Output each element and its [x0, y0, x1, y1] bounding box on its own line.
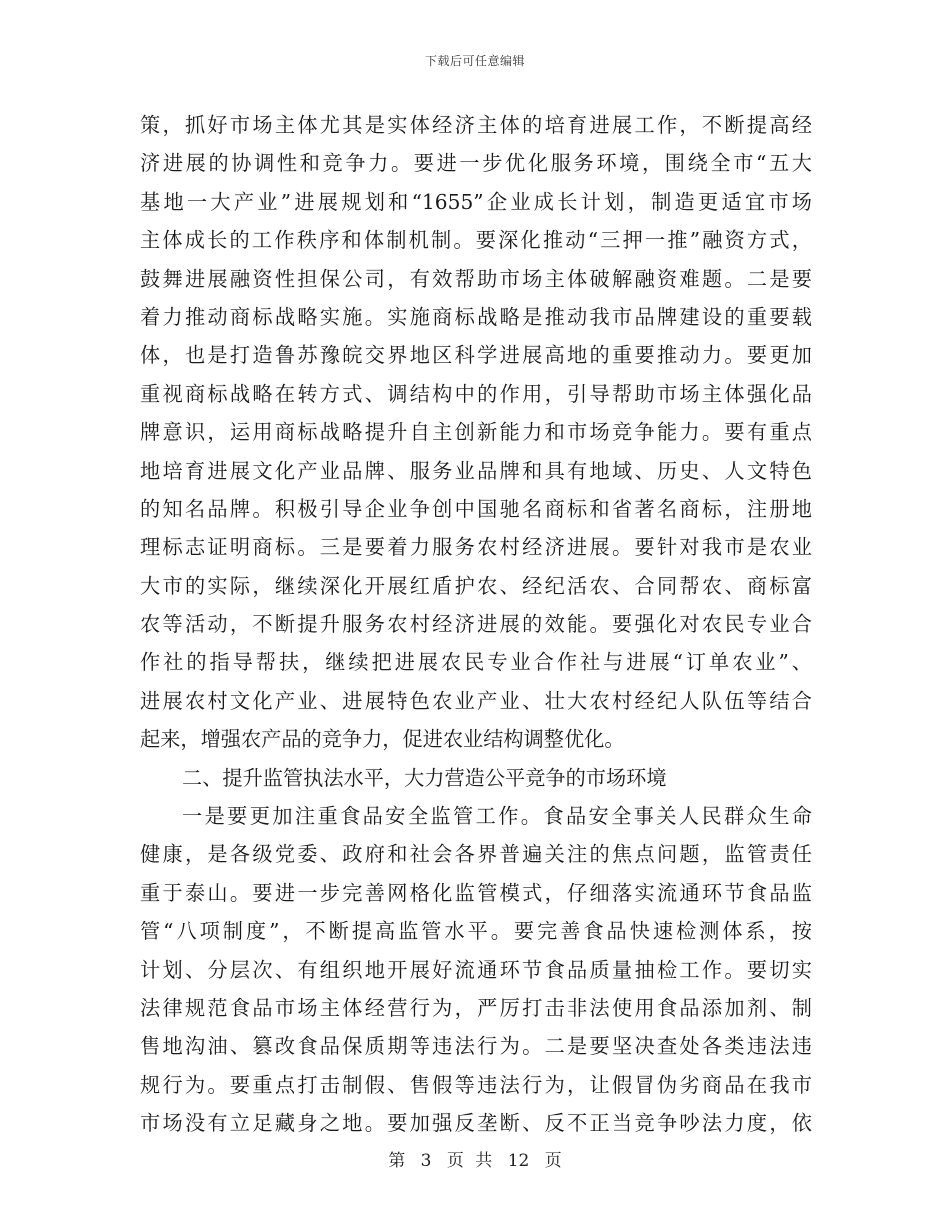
- text-line: 重视商标战略在转方式、调结构中的作用，引导帮助市场主体强化品: [140, 381, 812, 406]
- text-line: 健康，是各级党委、政府和社会各界普遍关注的焦点问题，监管责任: [140, 842, 812, 867]
- text-line: 理标志证明商标。三是要着力服务农村经济进展。要针对我市是农业: [140, 535, 812, 560]
- text-line: 一是要更加注重食品安全监管工作。食品安全事关人民群众生命: [182, 804, 812, 829]
- text-line: 管“八项制度”，不断提高监管水平。要完善食品快速检测体系，按: [140, 919, 812, 944]
- text-line: 济进展的协调性和竞争力。要进一步优化服务环境，围绕全市“五大: [140, 151, 812, 176]
- text-line: 起来，增强农产品的竞争力，促进农业结构调整优化。: [140, 727, 625, 752]
- text-line: 策，抓好市场主体尤其是实体经济主体的培育进展工作，不断提高经: [140, 113, 812, 137]
- footer-total-pages: 12: [507, 1151, 530, 1171]
- text-line: 基地一大产业”进展规划和“1655”企业成长计划，制造更适宜市场: [140, 189, 812, 214]
- text-line: 农等活动，不断提升服务农村经济进展的效能。要强化对农民专业合: [140, 612, 812, 637]
- text-line: 规行为。要重点打击制假、售假等违法行为，让假冒伪劣商品在我市: [140, 1072, 812, 1097]
- text-line: 地培育进展文化产业品牌、服务业品牌和具有地域、历史、人文特色: [140, 458, 812, 483]
- text-line: 二、提升监管执法水平，大力营造公平竞争的市场环境: [182, 765, 667, 790]
- text-line: 着力推动商标战略实施。实施商标战略是推动我市品牌建设的重要载: [140, 304, 812, 329]
- text-line: 进展农村文化产业、进展特色农业产业、壮大农村经纪人队伍等结合: [140, 688, 812, 713]
- footer-suffix: 页: [544, 1151, 562, 1171]
- text-line: 作社的指导帮扶，继续把进展农民专业合作社与进展“订单农业”、: [140, 650, 812, 675]
- footer-prefix: 第: [388, 1151, 406, 1171]
- text-line: 售地沟油、篡改食品保质期等违法行为。二是要坚决查处各类违法违: [140, 1034, 812, 1059]
- text-line: 的知名品牌。积极引导企业争创中国驰名商标和省著名商标，注册地: [140, 496, 812, 521]
- page-footer: [0, 1146, 950, 1171]
- footer-current-page: 3: [420, 1151, 432, 1171]
- footer-middle: 页 共: [446, 1151, 493, 1171]
- text-line: 主体成长的工作秩序和体制机制。要深化推动“三押一推”融资方式，: [140, 228, 812, 253]
- text-line: 重于泰山。要进一步完善网格化监管模式，仔细落实流通环节食品监: [140, 880, 812, 905]
- text-line: 大市的实际，继续深化开展红盾护农、经纪活农、合同帮农、商标富: [140, 573, 812, 598]
- text-line: 体，也是打造鲁苏豫皖交界地区科学进展高地的重要推动力。要更加: [140, 343, 812, 368]
- text-line: 法律规范食品市场主体经营行为，严厉打击非法使用食品添加剂、制: [140, 995, 812, 1020]
- text-line: 鼓舞进展融资性担保公司，有效帮助市场主体破解融资难题。二是要: [140, 266, 812, 291]
- text-line: 市场没有立足藏身之地。要加强反垄断、反不正当竞争吵法力度，依: [140, 1111, 812, 1136]
- page-header: 下载后可任意编辑: [424, 54, 525, 68]
- body-text: [140, 106, 812, 1143]
- text-line: 牌意识，运用商标战略提升自主创新能力和市场竞争能力。要有重点: [140, 420, 812, 445]
- text-line: 计划、分层次、有组织地开展好流通环节食品质量抽检工作。要切实: [140, 957, 812, 982]
